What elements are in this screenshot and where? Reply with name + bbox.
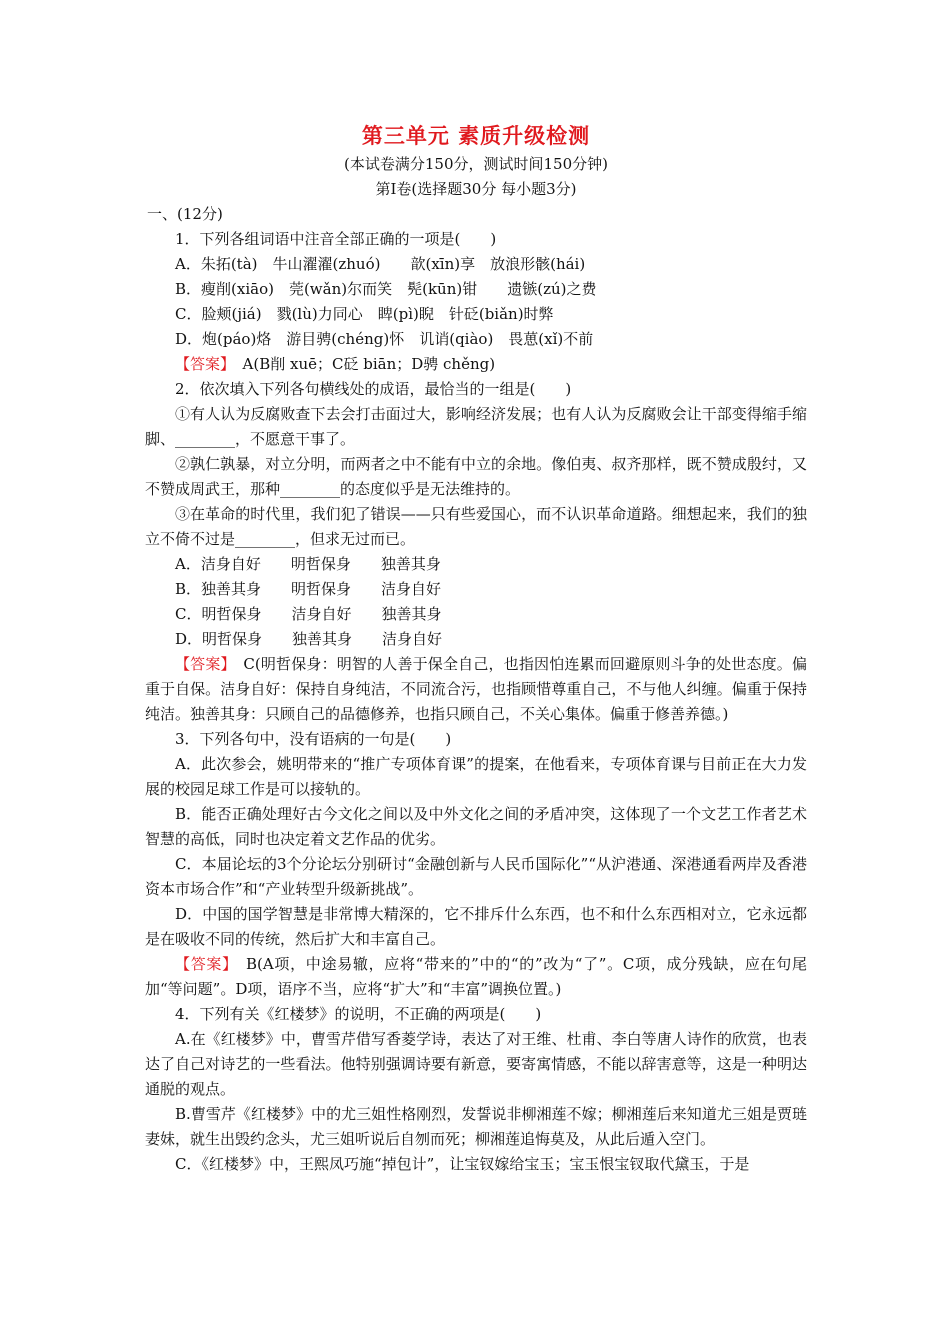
subtitle-score-time: (本试卷满分150分，测试时间150分钟) — [344, 155, 608, 173]
q4-stem: 4．下列有关《红楼梦》的说明，不正确的两项是( ) — [175, 1005, 542, 1023]
answer-label: 【答案】 — [175, 655, 229, 673]
exam-page — [145, 120, 807, 1177]
section-heading: 一、(12分) — [147, 205, 223, 223]
q3-answer — [145, 952, 807, 1002]
q2-sentence-3: ③在革命的时代里，我们犯了错误——只有些爱国心，而不认识革命道路。细想起来，我们的独立不倚不过是________，但求无过而已。 — [145, 505, 807, 548]
q3-option-a: A．此次参会，姚明带来的“推广专项体育课”的提案，在他看来，专项体育课与目前正在大力发展的校园足球工作是可以接轨的。 — [145, 755, 807, 798]
page-title: 第三单元 素质升级检测 — [361, 123, 591, 148]
answer-label: 【答案】 — [175, 355, 228, 373]
q1-answer — [145, 352, 807, 377]
q3-answer-text: B(A项，中途易辙，应将“带来的”中的“的”改为“了”。C项，成分残缺，应在句尾加“等问题”。D项，语序不当，应将“扩大”和“丰富”调换位置。) — [145, 955, 807, 998]
q1-option-c: C．脸颊(jiá) 戮(lù)力同心 睥(pì)睨 针砭(biǎn)时弊 — [175, 305, 554, 323]
q2-answer-text: C(明哲保身：明智的人善于保全自己，也指因怕连累而回避原则斗争的处世态度。偏重于自保。洁身自好：保持自身纯洁，不同流合污，也指顾惜尊重自己，不与他人纠缠。偏重于保持纯洁。独善其身：只顾自己的品德修养，也指只顾自己，不关心集体。偏重于修善养德。) — [145, 655, 807, 723]
q2-option-b: B．独善其身 明哲保身 洁身自好 — [175, 580, 442, 598]
q2-sentence-1: ①有人认为反腐败查下去会打击面过大，影响经济发展；也有人认为反腐败会让干部变得缩手缩脚、________，不愿意干事了。 — [145, 405, 807, 448]
q2-answer — [145, 652, 807, 727]
q3-option-c: C．本届论坛的3个分论坛分别研讨“金融创新与人民币国际化”“从沪港通、深港通看两岸及香港资本市场合作”和“产业转型升级新挑战”。 — [145, 855, 807, 898]
q2-option-c: C．明哲保身 洁身自好 独善其身 — [175, 605, 442, 623]
q2-option-a: A．洁身自好 明哲保身 独善其身 — [175, 555, 441, 573]
q2-stem: 2．依次填入下列各句横线处的成语，最恰当的一组是( ) — [175, 380, 572, 398]
q3-option-d: D．中国的国学智慧是非常博大精深的，它不排斥什么东西，也不和什么东西相对立，它永远都是在吸收不同的传统，然后扩大和丰富自己。 — [145, 905, 807, 948]
q4-option-a: A.在《红楼梦》中，曹雪芹借写香菱学诗，表达了对王维、杜甫、李白等唐人诗作的欣赏，也表达了自己对诗艺的一些看法。他特别强调诗要有新意，要寄寓情感，不能以辞害意等，这是一种明达通脱的观点。 — [145, 1030, 807, 1098]
q1-option-d: D．炮(páo)烙 游目骋(chéng)怀 讥诮(qiào) 畏葸(xǐ)不前 — [175, 330, 594, 348]
q1-answer-text: A(B削 xuē；C砭 biān；D骋 chěng) — [227, 355, 496, 373]
q1-stem: 1．下列各组词语中注音全部正确的一项是( ) — [175, 230, 497, 248]
q3-option-b: B．能否正确处理好古今文化之间以及中外文化之间的矛盾冲突，这体现了一个文艺工作者艺术智慧的高低，同时也决定着文艺作品的优劣。 — [145, 805, 807, 848]
q2-sentence-2: ②孰仁孰暴，对立分明，而两者之中不能有中立的余地。像伯夷、叔齐那样，既不赞成殷纣，又不赞成周武王，那种________的态度似乎是无法维持的。 — [145, 455, 807, 498]
q4-option-c: C．《红楼梦》中，王熙凤巧施“掉包计”，让宝钗嫁给宝玉；宝玉恨宝钗取代黛玉，于是 — [175, 1155, 750, 1173]
q1-option-a: A．朱拓(tà) 牛山濯濯(zhuó) 歆(xīn)享 放浪形骸(hái) — [175, 255, 586, 273]
subtitle-part-one: 第Ⅰ卷(选择题30分 每小题3分) — [375, 180, 577, 198]
q4-option-b: B.曹雪芹《红楼梦》中的尤三姐性格刚烈，发誓说非柳湘莲不嫁；柳湘莲后来知道尤三姐是贾琏妻妹，就生出毁约念头，尤三姐听说后自刎而死；柳湘莲追悔莫及，从此后遁入空门。 — [145, 1105, 807, 1148]
q3-stem: 3．下列各句中，没有语病的一句是( ) — [175, 730, 452, 748]
q2-option-d: D．明哲保身 独善其身 洁身自好 — [175, 630, 443, 648]
answer-label: 【答案】 — [175, 955, 231, 973]
q1-option-b: B．瘦削(xiāo) 莞(wǎn)尔而笑 髡(kūn)钳 遗镞(zú)之费 — [175, 280, 597, 298]
